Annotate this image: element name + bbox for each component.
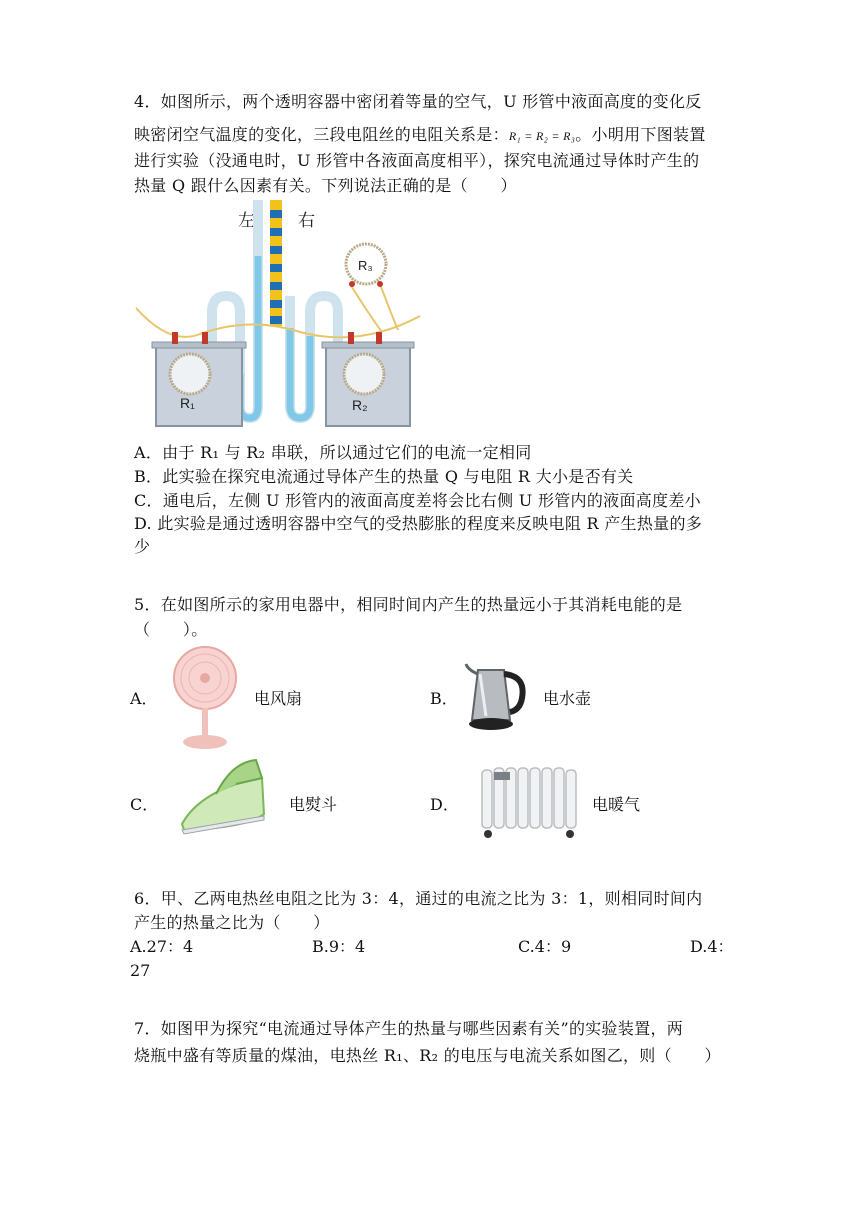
q4-line2-b: 。小明用下图装置 <box>575 125 706 144</box>
q4-option-b: B．此实验在探究电流通过导体产生的热量 Q 与电阻 R 大小是否有关 <box>134 467 634 486</box>
q4-line3: 进行实验（没通电时，U 形管中各液面高度相平），探究电流通过导体时产生的 <box>134 151 700 170</box>
q4-line4: 热量 Q 跟什么因素有关。下列说法正确的是（ ） <box>134 176 517 195</box>
q6-option-a: A.27：4 <box>130 937 194 956</box>
q6-option-b: B.9：4 <box>312 937 366 956</box>
scale-ruler <box>270 200 282 326</box>
q5-option-b-letter: B． <box>430 689 458 708</box>
q5-option-a-letter: A． <box>130 689 158 708</box>
q4-line2 <box>134 122 734 149</box>
q6-option-d-line2: 27 <box>130 961 151 980</box>
q4-option-d-line1: D. 此实验是通过透明容器中空气的受热膨胀的程度来反映电阻 R 产生热量的多 <box>134 514 703 533</box>
q4-apparatus-figure <box>130 196 430 436</box>
q6-option-d-line1: D.4： <box>690 937 734 956</box>
q7-line2: 烧瓶中盛有等质量的煤油，电热丝 R₁、R₂ 的电压与电流关系如图乙，则（ ） <box>134 1046 721 1065</box>
q5-option-c-letter: C． <box>130 795 159 814</box>
r2-label: R₂ <box>352 397 368 413</box>
kettle-icon <box>464 656 534 734</box>
q4-option-a: A．由于 R₁ 与 R₂ 串联，所以通过它们的电流一定相同 <box>134 443 532 462</box>
iron-icon <box>176 754 268 838</box>
q6-line1: 6．甲、乙两电热丝电阻之比为 3：4，通过的电流之比为 3：1，则相同时间内 <box>134 889 703 908</box>
q6-line2: 产生的热量之比为（ ） <box>134 913 330 932</box>
q5-option-a-name: 电风扇 <box>254 689 303 708</box>
q4-resistance-formula: R₁ = R₂ = R₃ <box>508 129 576 143</box>
fan-icon <box>172 644 238 752</box>
q4-line2-a: 映密闭空气温度的变化，三段电阻丝的电阻关系是： <box>134 125 509 144</box>
q5-line1: 5．在如图所示的家用电器中，相同时间内产生的热量远小于其消耗电能的是 <box>134 595 683 614</box>
q7-line1: 7．如图甲为探究“电流通过导体产生的热量与哪些因素有关”的实验装置，两 <box>134 1019 684 1038</box>
q5-option-b-name: 电水壶 <box>543 689 592 708</box>
left-label: 左 <box>238 211 255 230</box>
q4-line1: 4．如图所示，两个透明容器中密闭着等量的空气，U 形管中液面高度的变化反 <box>134 92 702 111</box>
r3-label: R₃ <box>358 258 373 273</box>
q5-option-d-name: 电暖气 <box>592 795 641 814</box>
r1-label: R₁ <box>180 395 195 411</box>
q4-option-d-line2: 少 <box>134 537 151 556</box>
heater-icon <box>476 762 578 840</box>
q5-option-c-name: 电熨斗 <box>289 795 338 814</box>
q4-option-c: C．通电后，左侧 U 形管内的液面高度差将会比右侧 U 形管内的液面高度差小 <box>134 491 701 510</box>
r3-resistor <box>346 244 386 287</box>
q6-option-c: C.4：9 <box>518 937 572 956</box>
q5-line2: （ ）。 <box>134 620 208 639</box>
right-container <box>322 332 414 426</box>
right-label: 右 <box>298 211 315 230</box>
q5-option-d-letter: D． <box>430 795 459 814</box>
left-container <box>152 332 246 426</box>
